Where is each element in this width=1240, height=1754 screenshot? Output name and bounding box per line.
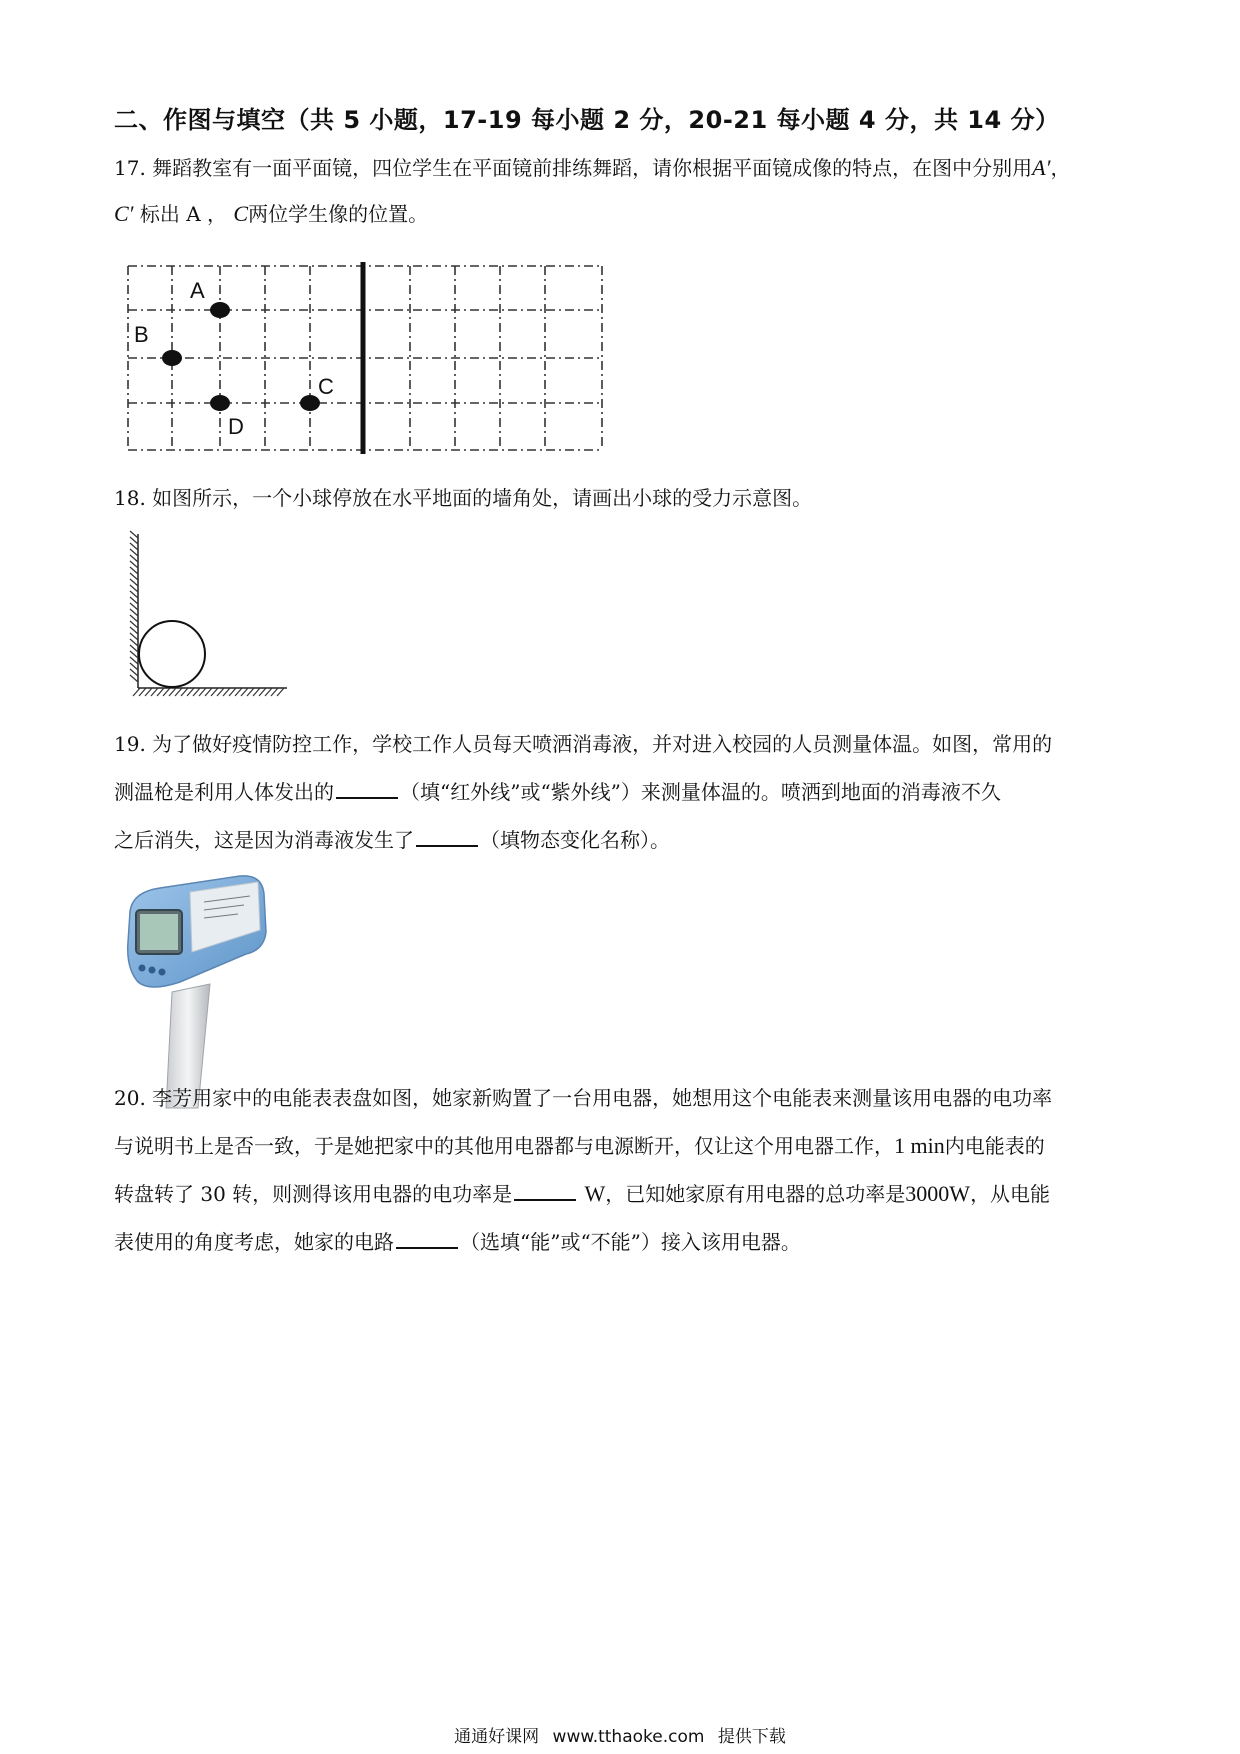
floor-hatch-mark [139,688,146,696]
floor-hatch-mark [193,688,200,696]
ball [139,621,205,687]
wall-hatch-mark [130,567,138,574]
thermometer-gun-image [120,872,270,1112]
q20-time-value: 1 min [894,1133,945,1158]
section-title: 二、作图与填空（共 5 小题，17-19 每小题 2 分，20-21 每小题 4 分，共 14 分） [114,106,1060,134]
wall-hatch-mark [130,603,138,610]
floor-hatch-mark [145,688,152,696]
q20-line1: 20. 李芳用家中的电能表表盘如图，她家新购置了一台用电器，她想用这个电能表来测量该用电器的电功率 [114,1086,1053,1110]
wall-hatch-mark [130,537,138,544]
q20-line3 [114,1180,1050,1208]
wall-hatch-mark [130,579,138,586]
wall-hatching [138,534,287,688]
floor-hatch-mark [151,688,158,696]
q19-line2-a: 测温枪是利用人体发出的 [114,780,334,804]
wall-hatch-mark [130,549,138,556]
q19-line2-b: （填“红外线”或“紫外线”）来测量体温的。喷洒到地面的消毒液不久 [400,780,1001,804]
label-b: B [134,322,149,347]
student-d-dot [210,395,230,411]
floor-hatch-mark [259,688,266,696]
page-footer [0,1722,1240,1747]
floor-hatch-mark [253,688,260,696]
mirror-grid-figure [120,258,610,458]
q20-line3-b: ，已知她家原有用电器的总功率是 [605,1182,906,1206]
q20-blank-1[interactable] [514,1181,576,1201]
q20-unit-w: W [584,1181,606,1206]
floor-hatch-mark [163,688,170,696]
wall-hatch-mark [130,543,138,550]
q19-line3 [114,826,670,854]
wall-hatch-mark [130,591,138,598]
footer-suffix: 提供下载 [717,1727,786,1747]
q20-line3-c: ，从电能 [970,1182,1051,1206]
floor-hatch-mark [247,688,254,696]
wall-hatch-mark [130,645,138,652]
label-d: D [228,414,244,439]
q17-line2-text: 标出 A ， [139,202,228,226]
q19-line3-b: （填物态变化名称）。 [480,828,670,852]
wall-hatch-mark [130,669,138,676]
wall-hatch-mark [130,675,138,682]
floor-hatch-mark [169,688,176,696]
q19-line3-a: 之后消失，这是因为消毒液发生了 [114,828,414,852]
student-b-dot [162,350,182,366]
label-c: C [318,374,334,399]
q17-math-a-prime: A′ [1032,155,1051,180]
floor-hatch-mark [211,688,218,696]
floor-hatch-mark [181,688,188,696]
wall-hatch-mark [130,621,138,628]
floor-hatch-mark [187,688,194,696]
q17-line2 [114,200,428,228]
floor-hatch-mark [229,688,236,696]
ball-corner-figure [112,528,292,700]
q20-line2-b: 内电能表的 [944,1134,1045,1158]
wall-hatch-mark [130,531,138,538]
wall-hatch-mark [130,627,138,634]
wall-hatch-mark [130,609,138,616]
q17-text: 17. 舞蹈教室有一面平面镜，四位学生在平面镜前排练舞蹈，请你根据平面镜成像的特点，在图中分别用 [114,156,1033,180]
floor-hatch-mark [217,688,224,696]
q17-line2-end: 两位学生像的位置。 [248,202,429,226]
floor-hatch-mark [271,688,278,696]
q17-line1-end: ， [1050,156,1071,180]
wall-hatch-mark [130,585,138,592]
q19-blank-2[interactable] [416,827,478,847]
q17-line1 [114,154,1070,182]
floor-hatch-mark [241,688,248,696]
q20-line4 [114,1228,801,1256]
q20-line4-b: （选填“能”或“不能”）接入该用电器。 [460,1230,801,1254]
wall-hatch-mark [130,639,138,646]
student-a-dot [210,302,230,318]
q20-line2-a: 与说明书上是否一致，于是她把家中的其他用电器都与电源断开，仅让这个用电器工作， [114,1134,894,1158]
q18-text: 18. 如图所示，一个小球停放在水平地面的墙角处，请画出小球的受力示意图。 [114,486,813,510]
floor-hatch-mark [199,688,206,696]
floor-hatch-mark [133,688,140,696]
q20-power-value: 3000W [905,1181,971,1206]
q17-math-c-prime: C′ [114,201,134,226]
floor-hatch-mark [235,688,242,696]
wall-hatch-mark [130,573,138,580]
q20-line4-a: 表使用的角度考虑，她家的电路 [114,1230,394,1254]
floor-hatch-mark [157,688,164,696]
q20-blank-2[interactable] [396,1229,458,1249]
label-a: A [190,278,205,303]
q19-line2 [114,778,1001,806]
wall-hatch-mark [130,561,138,568]
student-c-dot [300,395,320,411]
wall-hatch-mark [130,555,138,562]
wall-hatch-mark [130,633,138,640]
floor-hatch-mark [205,688,212,696]
q20-line3-a: 转盘转了 30 转，则测得该用电器的电功率是 [114,1182,513,1206]
footer-site-name: 通通好课网 [454,1727,540,1747]
wall-hatch-mark [130,663,138,670]
floor-hatch-mark [277,688,284,696]
wall-hatch-mark [130,651,138,658]
wall-hatch-mark [130,597,138,604]
floor-hatch-mark [223,688,230,696]
wall-hatch-mark [130,615,138,622]
q19-blank-1[interactable] [336,779,398,799]
footer-url[interactable]: www.tthaoke.com [552,1727,705,1747]
floor-hatch-mark [175,688,182,696]
q17-math-c: C [233,201,249,226]
floor-hatch-mark [265,688,272,696]
hatch-marks [130,531,284,696]
q19-line1: 19. 为了做好疫情防控工作，学校工作人员每天喷洒消毒液，并对进入校园的人员测量体温。如图，常用的 [114,732,1053,756]
wall-hatch-mark [130,657,138,664]
q20-line2 [114,1132,1045,1160]
